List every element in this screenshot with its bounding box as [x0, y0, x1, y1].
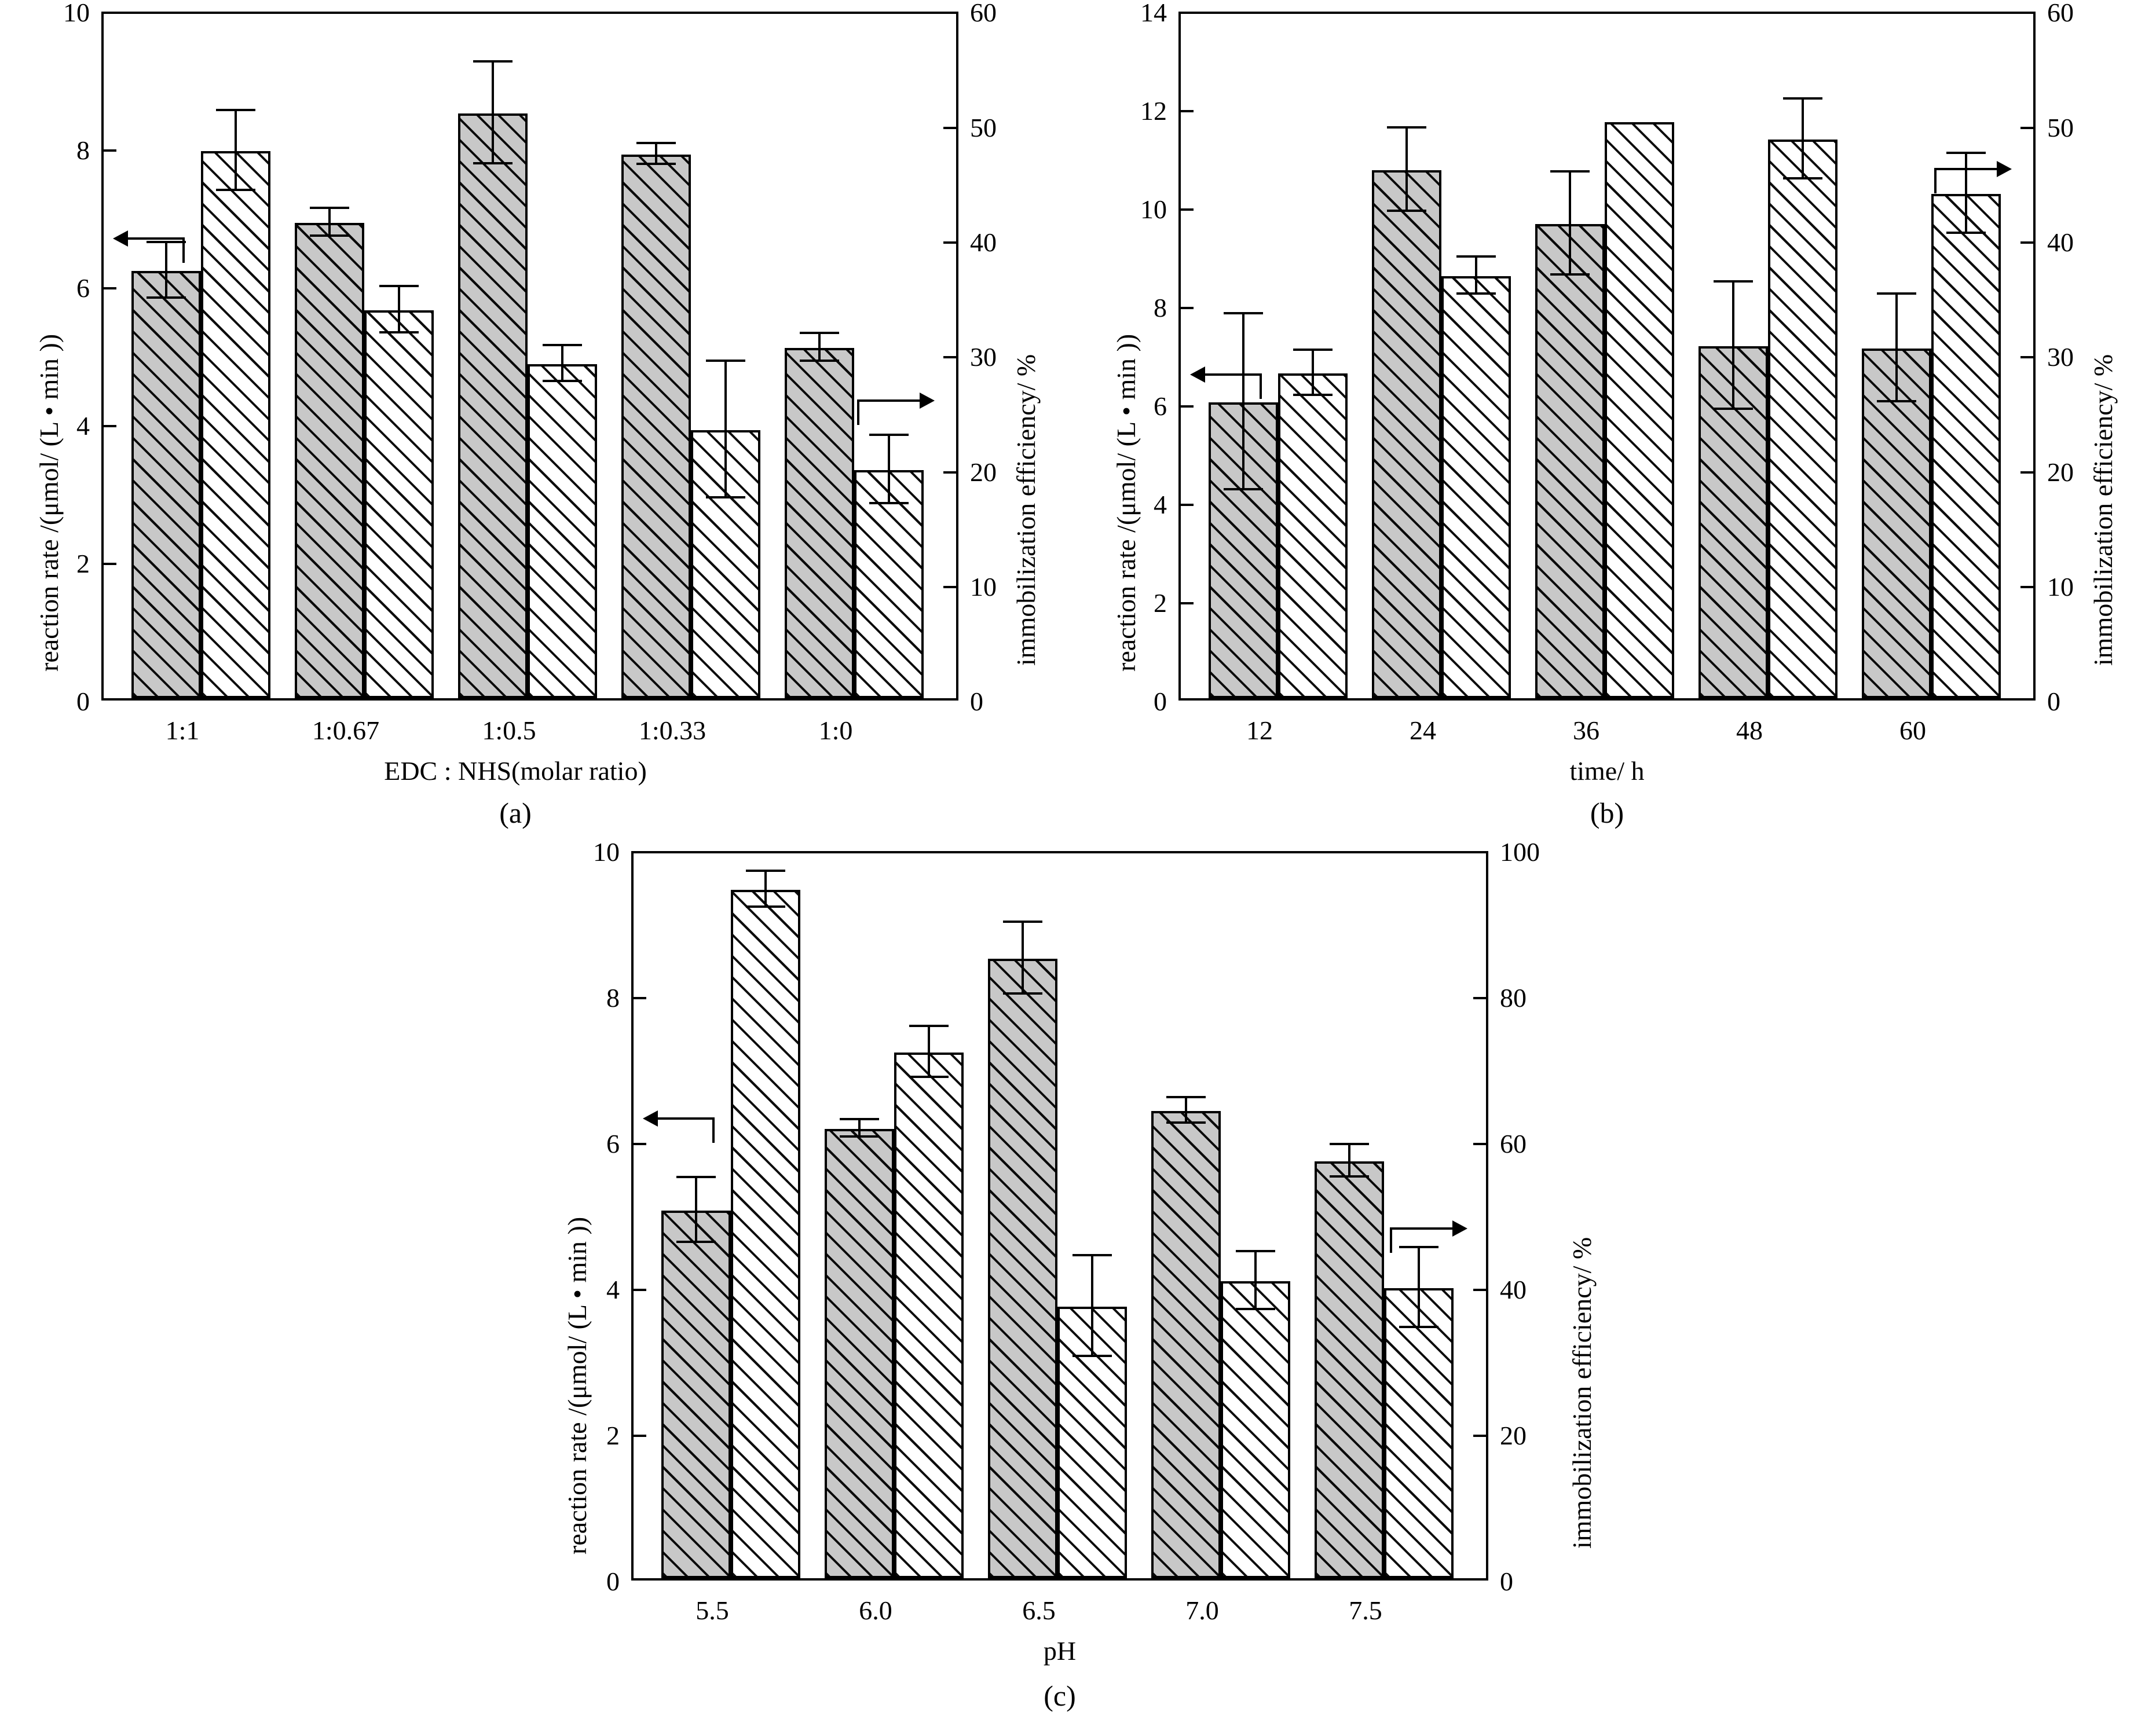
- panel-c-err-eff-4: [1254, 1252, 1257, 1310]
- panel-a-errcap-rate-3: [473, 60, 513, 63]
- panel-c-bar-rate-4: [1151, 1111, 1221, 1578]
- panel-a-ytick-left-1: 2: [76, 549, 90, 578]
- panel-b-err-eff-1: [1312, 351, 1314, 396]
- panel-c-ytick-left-3: 6: [606, 1129, 620, 1158]
- panel-c-xtick-0: 5.5: [696, 1596, 729, 1625]
- panel-a-bar-rate-4: [621, 155, 691, 698]
- panel-b-ytick-right-6: 60: [2047, 0, 2074, 27]
- panel-b-errcap-rate-5: [1877, 400, 1916, 402]
- panel-c-ytick-right-3: 60: [1500, 1129, 1527, 1158]
- panel-a-bar-eff-5: [854, 470, 924, 698]
- panel-c-ytick-left-0: 0: [606, 1567, 620, 1596]
- panel-b-errcap-rate-3: [1550, 273, 1590, 276]
- panel-b-errcap-eff-4: [1783, 97, 1822, 100]
- panel-c-errcap-rate-1: [676, 1241, 716, 1243]
- panel-c-ylabel-right: immobilization efficiency/ %: [1567, 1237, 1597, 1549]
- panel-c-bar-eff-5: [1384, 1288, 1454, 1578]
- panel-b-bar-eff-1: [1278, 373, 1348, 698]
- panel-b-ytick-left-6: 12: [1140, 96, 1167, 126]
- panel-a-errcap-eff-2: [379, 285, 419, 287]
- panel-a-errcap-eff-5: [869, 502, 909, 504]
- panel-a-errcap-rate-2: [310, 207, 349, 209]
- panel-c-ytick-left-4: 8: [606, 983, 620, 1013]
- panel-b-ytick-right-1: 10: [2047, 572, 2074, 602]
- panel-b-err-rate-4: [1732, 283, 1734, 410]
- panel-c-errcap-eff-3: [1072, 1254, 1112, 1256]
- panel-b-xtick-1: 24: [1410, 716, 1436, 745]
- panel-b-errcap-eff-4: [1783, 177, 1822, 179]
- panel-a-err-rate-2: [328, 209, 331, 237]
- panel-c-caption: (c): [1044, 1680, 1076, 1712]
- panel-c-bar-rate-2: [825, 1129, 894, 1578]
- panel-b-ytick-left-2: 4: [1154, 490, 1167, 519]
- panel-a-ytick-right-0: 0: [970, 687, 983, 716]
- panel-a-errcap-rate-4: [636, 163, 676, 165]
- panel-b-err-rate-5: [1895, 295, 1898, 402]
- panel-c-errcap-rate-3: [1003, 992, 1042, 995]
- panel-a-xtick-0: 1:1: [165, 716, 200, 745]
- panel-c-err-rate-5: [1348, 1145, 1350, 1178]
- panel-a-bar-rate-3: [458, 113, 528, 698]
- panel-b: [1077, 0, 2156, 829]
- panel-a-errcap-rate-1: [147, 241, 186, 243]
- panel-c-errcap-eff-5: [1399, 1326, 1438, 1328]
- panel-a-errcap-rate-5: [800, 332, 839, 334]
- panel-c-errcap-eff-4: [1236, 1250, 1275, 1252]
- panel-a-err-rate-1: [165, 243, 167, 299]
- panel-a-errcap-eff-1: [216, 109, 255, 111]
- panel-a-ytick-right-6: 60: [970, 0, 997, 27]
- panel-b-errcap-rate-4: [1714, 408, 1753, 410]
- panel-a-xlabel: EDC : NHS(molar ratio): [384, 756, 647, 786]
- panel-b-ytick-left-3: 6: [1154, 391, 1167, 421]
- panel-b-xlabel: time/ h: [1569, 756, 1645, 786]
- panel-a-xtick-2: 1:0.5: [482, 716, 536, 745]
- panel-b-bar-eff-4: [1768, 140, 1837, 698]
- panel-c-errcap-rate-3: [1003, 921, 1042, 923]
- panel-c-errcap-rate-2: [840, 1118, 879, 1120]
- panel-b-bar-eff-3: [1605, 122, 1674, 698]
- panel-a-bar-rate-1: [131, 271, 201, 698]
- panel-b-xtick-3: 48: [1736, 716, 1763, 745]
- panel-a-ytick-right-5: 50: [970, 113, 997, 142]
- panel-a-xtick-1: 1:0.67: [312, 716, 380, 745]
- panel-a-bar-rate-5: [785, 348, 854, 698]
- panel-c-bars: [634, 853, 1486, 1578]
- panel-a-xtick-3: 1:0.33: [638, 716, 707, 745]
- panel-a-ytick-left-0: 0: [76, 687, 90, 716]
- panel-b-errcap-eff-2: [1456, 292, 1496, 295]
- panel-b-xtick-4: 60: [1899, 716, 1926, 745]
- panel-c-errcap-eff-1: [746, 870, 785, 872]
- panel-b-bar-eff-5: [1931, 194, 2001, 698]
- panel-c-errcap-eff-3: [1072, 1355, 1112, 1357]
- panel-a-errcap-rate-4: [636, 142, 676, 144]
- panel-a-ytick-right-3: 30: [970, 342, 997, 372]
- panel-c-ytick-left-2: 4: [606, 1275, 620, 1304]
- panel-a-bar-eff-3: [528, 364, 597, 698]
- panel-a-err-eff-1: [235, 111, 237, 191]
- panel-b-bar-rate-2: [1372, 170, 1441, 698]
- panel-a-err-rate-4: [655, 144, 657, 165]
- panel-a-errcap-rate-1: [147, 296, 186, 299]
- panel-c-err-rate-1: [695, 1178, 697, 1243]
- panel-b-errcap-eff-1: [1293, 349, 1333, 351]
- panel-a-errcap-eff-4: [706, 496, 745, 498]
- panel-a-bars: [104, 14, 956, 698]
- panel-c-errcap-rate-5: [1330, 1143, 1369, 1145]
- panel-a-err-eff-5: [888, 436, 890, 504]
- panel-a-err-rate-5: [818, 334, 821, 362]
- panel-c-xtick-1: 6.0: [859, 1596, 892, 1625]
- panel-b-errcap-eff-1: [1293, 394, 1333, 396]
- panel-a-ylabel-right: immobilization efficiency/ %: [1011, 354, 1041, 666]
- panel-b-ytick-right-0: 0: [2047, 687, 2060, 716]
- panel-c-ytick-right-1: 20: [1500, 1421, 1527, 1450]
- panel-a-bar-eff-2: [364, 310, 434, 698]
- panel-c-xtick-2: 6.5: [1022, 1596, 1056, 1625]
- panel-c-errcap-eff-5: [1399, 1246, 1438, 1248]
- panel-b-errcap-rate-4: [1714, 280, 1753, 283]
- panel-c-bar-eff-1: [731, 890, 800, 1578]
- panel-b-ytick-right-4: 40: [2047, 228, 2074, 257]
- panel-c-errcap-rate-5: [1330, 1175, 1369, 1178]
- panel-a-err-rate-3: [492, 63, 494, 164]
- panel-c-ytick-right-0: 0: [1500, 1567, 1513, 1596]
- panel-b-errcap-eff-5: [1946, 232, 1986, 234]
- panel-b-ytick-right-5: 50: [2047, 113, 2074, 142]
- panel-c-ytick-right-4: 80: [1500, 983, 1527, 1013]
- panel-a-ytick-right-4: 40: [970, 228, 997, 257]
- panel-c-xlabel: pH: [1043, 1636, 1077, 1666]
- panel-b-ytick-right-3: 30: [2047, 342, 2074, 372]
- panel-a-errcap-rate-5: [800, 360, 839, 362]
- panel-a-errcap-eff-3: [543, 344, 582, 346]
- panel-c-xtick-3: 7.0: [1185, 1596, 1219, 1625]
- panel-b-err-rate-3: [1569, 173, 1571, 276]
- panel-b-bar-eff-2: [1441, 276, 1511, 698]
- panel-b-errcap-rate-2: [1387, 126, 1426, 129]
- panel-a-ytick-left-4: 8: [76, 135, 90, 165]
- panel-b-xtick-0: 12: [1246, 716, 1273, 745]
- panel-b-errcap-rate-1: [1224, 488, 1263, 490]
- panel-c-errcap-rate-4: [1166, 1096, 1206, 1098]
- panel-a-ytick-right-1: 10: [970, 572, 997, 602]
- panel-a-errcap-eff-4: [706, 360, 745, 362]
- panel-b-ytick-left-0: 0: [1154, 687, 1167, 716]
- panel-b-errcap-rate-5: [1877, 292, 1916, 295]
- panel-c-ylabel-left: reaction rate /(μmol/ (L • min )): [562, 1216, 592, 1554]
- panel-a-errcap-rate-3: [473, 162, 513, 164]
- panel-b-err-eff-4: [1802, 100, 1804, 179]
- panel-a-ytick-left-2: 4: [76, 411, 90, 441]
- panel-b-err-rate-1: [1242, 314, 1244, 490]
- panel-c-errcap-rate-4: [1166, 1121, 1206, 1124]
- panel-c-err-eff-3: [1091, 1256, 1093, 1357]
- panel-c-bar-eff-2: [894, 1053, 964, 1578]
- panel-b-errcap-rate-1: [1224, 312, 1263, 314]
- panel-c-err-eff-5: [1418, 1248, 1420, 1328]
- panel-b-err-eff-2: [1475, 258, 1477, 295]
- panel-c-err-eff-1: [764, 872, 767, 908]
- panel-c-errcap-rate-2: [840, 1135, 879, 1138]
- panel-a-errcap-eff-2: [379, 331, 419, 333]
- panel-a-err-eff-3: [561, 346, 563, 382]
- panel-c-ytick-left-1: 2: [606, 1421, 620, 1450]
- panel-b-xtick-2: 36: [1573, 716, 1599, 745]
- panel-a-errcap-eff-3: [543, 380, 582, 382]
- panel-a-xtick-4: 1:0: [818, 716, 853, 745]
- panel-c-ytick-left-5: 10: [593, 837, 620, 867]
- panel-c-errcap-rate-1: [676, 1176, 716, 1178]
- panel-b-errcap-eff-2: [1456, 255, 1496, 258]
- panel-c-bar-eff-4: [1221, 1281, 1290, 1578]
- panel-a-err-eff-2: [398, 287, 400, 333]
- panel-b-ytick-left-4: 8: [1154, 293, 1167, 322]
- panel-a-ylabel-left: reaction rate /(μmol/ (L • min )): [34, 333, 64, 672]
- panel-c-err-rate-4: [1185, 1098, 1187, 1124]
- panel-c-xtick-4: 7.5: [1349, 1596, 1382, 1625]
- panel-b-bar-rate-3: [1535, 224, 1605, 698]
- panel-a-caption: (a): [499, 797, 532, 829]
- panel-b-caption: (b): [1590, 797, 1624, 829]
- panel-a-ytick-right-2: 20: [970, 457, 997, 487]
- panel-a-bar-eff-1: [201, 151, 270, 698]
- panel-b-err-eff-5: [1965, 154, 1967, 234]
- panel-c-errcap-eff-2: [909, 1025, 949, 1027]
- panel-b-err-rate-2: [1405, 129, 1408, 212]
- panel-c-ytick-right-2: 40: [1500, 1275, 1527, 1304]
- panel-c-bar-rate-5: [1315, 1161, 1384, 1578]
- panel-c-bar-rate-3: [988, 959, 1057, 1578]
- panel-b-ylabel-left: reaction rate /(μmol/ (L • min )): [1111, 333, 1141, 672]
- panel-a: [0, 0, 1041, 829]
- panel-c-errcap-eff-1: [746, 905, 785, 908]
- panel-a-err-eff-4: [724, 362, 727, 498]
- panel-a-bar-rate-2: [295, 223, 364, 698]
- panel-b-ytick-left-7: 14: [1140, 0, 1167, 27]
- panel-b-errcap-rate-3: [1550, 170, 1590, 173]
- panel-b-ytick-right-2: 20: [2047, 457, 2074, 487]
- panel-c-errcap-eff-2: [909, 1076, 949, 1078]
- panel-c-err-rate-3: [1022, 923, 1024, 995]
- panel-c-err-eff-2: [928, 1027, 930, 1078]
- panel-a-errcap-eff-5: [869, 434, 909, 436]
- panel-c-bar-rate-1: [661, 1211, 731, 1578]
- panel-b-ytick-left-1: 2: [1154, 588, 1167, 618]
- panel-b-bars: [1181, 14, 2033, 698]
- panel-a-errcap-rate-2: [310, 234, 349, 237]
- panel-b-errcap-eff-5: [1946, 152, 1986, 154]
- panel-a-ytick-left-5: 10: [63, 0, 90, 27]
- panel-c: [498, 837, 1650, 1712]
- panel-a-ytick-left-3: 6: [76, 273, 90, 303]
- panel-b-ylabel-right: immobilization efficiency/ %: [2088, 354, 2118, 666]
- panel-b-errcap-rate-2: [1387, 210, 1426, 212]
- panel-c-ytick-right-5: 100: [1500, 837, 1540, 867]
- panel-b-ytick-left-5: 10: [1140, 195, 1167, 224]
- panel-a-errcap-eff-1: [216, 189, 255, 191]
- panel-c-errcap-eff-4: [1236, 1308, 1275, 1310]
